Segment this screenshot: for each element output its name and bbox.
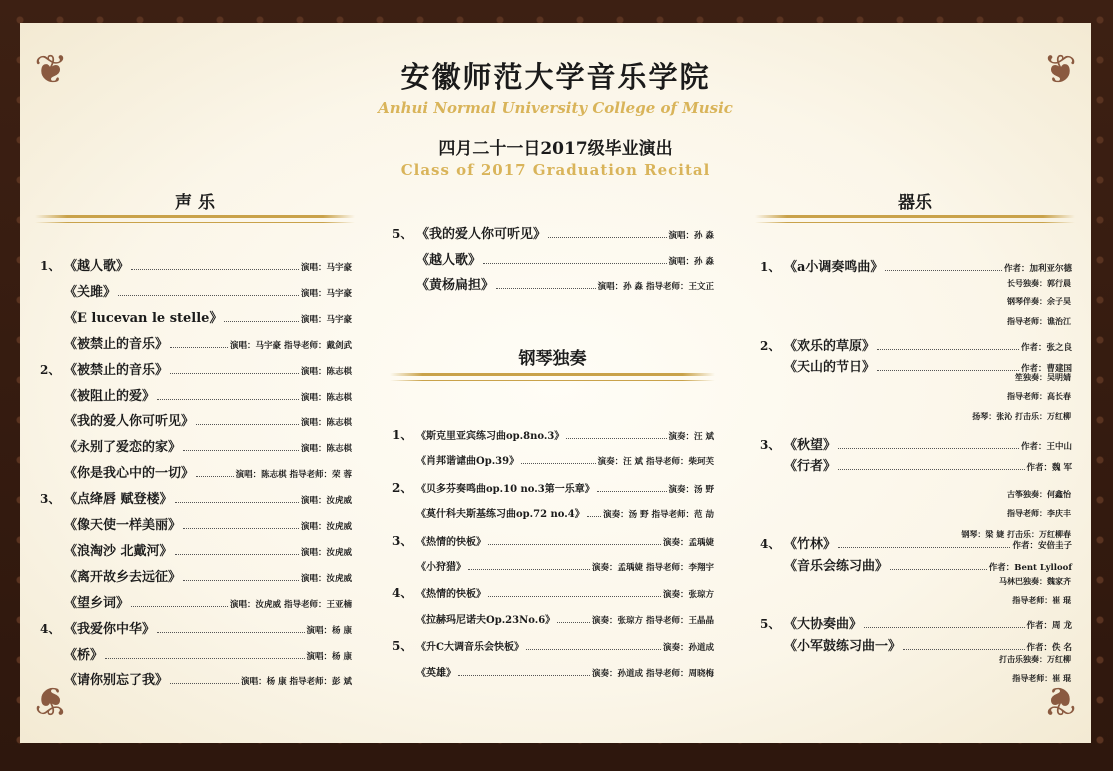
program-row [40,592,352,611]
dot-leader [458,675,590,676]
performer-info: 演奏：孟瑀婕 指导老师：李翔宇 [592,563,714,573]
program-row [392,532,714,549]
item-number: 1、 [392,428,413,442]
credit-line: 笙独奏：吴明婧 [1015,372,1071,382]
dot-leader [196,424,299,425]
piece-title: 《秋望》 [784,438,837,453]
program-row [392,426,714,443]
performer-info: 作者：加利亚尔德 [1003,264,1072,274]
piece-title: 《肖邦谐谑曲Op.39》 [416,456,520,468]
program-row [392,274,714,293]
piece-title: 《斯克里亚宾练习曲op.8no.3》 [416,431,565,442]
dot-leader [557,622,590,623]
dot-leader [157,632,305,633]
piece-title: 《天山的节日》 [784,360,876,375]
dot-leader [838,469,1025,470]
recital-title: 四月二十一日2017级毕业演出 [438,139,673,159]
item-number: 1、 [40,259,61,273]
dot-leader [597,491,667,492]
piece-title: 《被禁止的音乐》 [64,362,169,378]
item-number: 5、 [392,227,413,241]
credit-line: 指导老师：崔 琨 [1012,595,1071,605]
performer-info: 演奏：汪 斌 [668,432,714,442]
program-row [40,359,352,378]
dot-leader [587,516,601,517]
dot-leader [488,596,661,597]
program-row [40,410,352,429]
divider [35,215,355,218]
dot-leader [468,569,590,570]
piece-title: 《拉赫玛尼诺夫Op.23No.6》 [416,614,556,626]
dot-leader [864,627,1025,628]
performer-info: 演唱：孙 淼 [668,256,714,267]
piano-heading: 钢琴独奏 [518,349,587,369]
dot-leader [877,370,1019,371]
piece-title: 《请你别忘了我》 [64,673,169,689]
program-sheet [20,23,1091,743]
piece-title: 《永别了爱恋的家》 [64,440,182,456]
item-number: 1、 [760,260,781,274]
piece-title: 《莫什科夫斯基练习曲op.72 no.4》 [416,509,585,521]
performer-info: 演唱：孙 淼 [668,231,714,241]
dot-leader [548,237,667,238]
dot-leader [483,263,667,264]
program-row [392,505,714,520]
piece-title: 《我爱你中华》 [64,621,156,637]
dot-leader [566,438,666,439]
dot-leader [131,606,228,607]
performer-info: 演奏：汤 野 指导老师：范 劼 [603,510,714,521]
performer-info: 演唱：杨 康 [306,651,352,662]
program-row [760,635,1072,654]
piece-title: 《行者》 [784,459,837,474]
dot-leader [838,448,1019,449]
performer-info: 演唱：陈志棋 [300,444,352,455]
divider [755,215,1075,218]
program-row [392,249,714,268]
program-row [40,385,352,404]
dot-leader [183,528,299,529]
program-row [40,333,352,352]
program-row [40,462,352,481]
credit-line: 古筝独奏：何鑫怡 [1007,489,1071,499]
performer-info: 作者：魏 军 [1026,463,1072,473]
performer-info: 作者：Bent Lylloof [988,563,1072,573]
performer-info: 演奏：汤 野 [668,484,714,495]
program-row [392,223,714,242]
credit-line: 指导老师：高长春 [1007,391,1071,401]
performer-info: 作者：张之良 [1020,343,1072,353]
piece-title: 《桥》 [64,647,104,663]
program-row [40,540,352,559]
dot-leader [903,649,1025,650]
page-title: 安徽师范大学音乐学院 [400,60,711,94]
piece-title: 《越人歌》 [416,252,482,268]
piece-title: 《热情的快板》 [416,589,486,601]
program-row [760,613,1072,632]
credit-line: 指导老师：崔 琨 [1012,673,1071,683]
credit-line: 马林巴独奏：魏家齐 [999,576,1071,586]
piece-title: 《越人歌》 [64,259,130,274]
item-number: 5、 [392,639,413,654]
vocal-heading: 声 乐 [175,193,215,213]
program-row [40,644,352,663]
program-row [392,637,714,654]
dot-leader [118,295,299,296]
performer-info: 演唱：孙 淼 指导老师：王文正 [597,282,714,292]
program-row [392,664,714,679]
performer-info: 演唱：马宇豪 [300,288,352,299]
performer-info: 演唱：马宇豪 [300,263,352,273]
program-row [40,488,352,507]
dot-leader [496,288,596,289]
program-row [40,255,352,274]
dot-leader [183,450,299,451]
item-number: 2、 [760,339,781,353]
piece-title: 《小军鼓练习曲一》 [784,639,902,654]
item-number: 2、 [40,362,61,377]
credit-line: 长号独奏：郭行晨 [1007,278,1071,288]
dot-leader [170,347,228,348]
performer-info: 演唱：汝虎威 [300,496,352,507]
recital-title-english: Class of 2017 Graduation Recital [400,161,711,179]
performer-info: 作者：佚 名 [1026,643,1072,653]
dot-leader [105,658,305,659]
divider [35,222,355,223]
performer-info: 演唱：汝虎威 指导老师：王亚楠 [230,599,352,610]
performer-info: 演奏：汪 斌 指导老师：柴珂芙 [597,457,714,468]
item-number: 3、 [40,492,61,507]
piece-title: 《音乐会练习曲》 [784,559,889,574]
performer-info: 演奏：孙道成 指导老师：周晓梅 [592,668,714,679]
corner-ornament-icon: ❦ [34,677,68,723]
program-row [40,669,352,688]
page-title-english: Anhui Normal University College of Music [378,99,733,117]
piece-title: 《关雎》 [64,284,117,300]
performer-info: 演唱：陈志棋 [300,392,352,403]
piece-title: 《点绛唇 赋登楼》 [64,492,173,508]
divider [390,373,715,376]
dot-leader [170,373,299,374]
performer-info: 演唱：陈志棋 [300,366,352,377]
program-row [760,434,1072,453]
dot-leader [877,349,1019,350]
dot-leader [183,580,299,581]
performer-info: 作者：王中山 [1020,442,1072,452]
performer-info: 演奏：张琼方 指导老师：王晶晶 [592,615,714,626]
credit-line: 打击乐独奏：万红柳 [999,654,1071,664]
credit-line: 指导老师：谯治江 [1007,316,1071,326]
program-row [392,452,714,467]
item-number: 5、 [760,617,781,631]
instrumental-heading: 器乐 [898,193,932,213]
program-row [40,566,352,585]
performer-info: 演唱：陈志棋 指导老师：荣 蓉 [235,470,352,481]
piece-title: 《英雄》 [416,667,456,679]
dot-leader [175,554,299,555]
piece-title: 《a小调奏鸣曲》 [784,260,884,275]
performer-info: 演唱：汝虎威 [300,547,352,558]
piece-title: 《大协奏曲》 [784,617,863,632]
program-row [40,281,352,300]
dot-leader [175,502,299,503]
piece-title: 《热情的快板》 [416,536,486,548]
performer-info: 演唱：汝虎威 [300,522,352,532]
item-number: 4、 [40,621,61,636]
item-number: 2、 [392,480,413,495]
piece-title: 《我的爱人你可听见》 [64,414,195,430]
piece-title: 《贝多芬奏鸣曲op.10 no.3第一乐章》 [416,483,595,495]
program-row [760,256,1072,275]
dot-leader [488,544,661,545]
performer-info: 演奏：孟瑀婕 [662,537,714,548]
piece-title: 《被阻止的爱》 [64,388,156,404]
credit-line: 指导老师：李庆丰 [1007,508,1071,518]
performer-info: 作者：周 龙 [1026,621,1072,631]
dot-leader [157,399,299,400]
piece-title: 《欢乐的草原》 [784,339,876,354]
dot-leader [838,547,1010,548]
performer-info: 作者：安倍圭子 [1012,541,1072,551]
item-number: 3、 [760,438,781,452]
program-row [392,479,714,496]
program-row [760,555,1072,574]
dot-leader [131,269,299,270]
piece-title: 《浪淘沙 北戴河》 [64,543,173,559]
dot-leader [224,321,299,322]
performer-info: 演奏：张琼方 [662,590,714,601]
performer-info: 演唱：杨 康 [306,625,352,636]
program-row [40,618,352,637]
piece-title: 《被禁止的音乐》 [64,336,169,352]
divider [390,380,715,381]
divider [755,222,1075,223]
performer-info: 演唱：杨 康 指导老师：彭 斌 [241,677,352,688]
item-number: 4、 [392,586,413,601]
program-row [760,335,1072,354]
dot-leader [885,270,1002,271]
piece-title: 《离开故乡去远征》 [64,569,182,585]
performer-info: 演唱：马宇豪 [300,314,352,325]
piece-title: 《E lucevan le stelle》 [64,310,223,326]
piece-title: 《我的爱人你可听见》 [416,227,547,242]
dot-leader [890,569,987,570]
piece-title: 《望乡词》 [64,595,130,611]
corner-ornament-icon: ❦ [1043,47,1077,93]
dot-leader [521,463,595,464]
performer-info: 作者：曹建国 [1020,364,1072,374]
corner-ornament-icon: ❦ [34,47,68,93]
dot-leader [526,649,661,650]
item-number: 3、 [392,533,413,548]
piece-title: 《升C大调音乐会快板》 [416,642,524,654]
credit-line: 扬琴：张沁 打击乐：万红柳 [972,411,1071,421]
credit-line: 钢琴伴奏：余子昊 [1007,296,1071,306]
piece-title: 《小狩猎》 [416,562,466,573]
performer-info: 演唱：陈志棋 [300,418,352,429]
performer-info: 演奏：孙道成 [662,643,714,654]
program-row [392,558,714,573]
program-row [40,307,352,326]
program-row [760,455,1072,474]
program-row [392,611,714,626]
credit-line: 钢琴：梁 婕 打击乐：万红柳春 [961,529,1071,539]
program-row [40,436,352,455]
piece-title: 《像天使一样美丽》 [64,518,182,533]
piece-title: 《你是我心中的一切》 [64,466,195,482]
dot-leader [196,476,234,477]
dot-leader [170,683,239,684]
piece-title: 《黄杨扁担》 [416,278,495,293]
corner-ornament-icon: ❦ [1043,677,1077,723]
performer-info: 演唱：马宇豪 指导老师：戴剑武 [230,340,352,351]
program-row [40,514,352,533]
piece-title: 《竹林》 [784,537,837,552]
item-number: 4、 [760,537,781,551]
program-row [392,584,714,601]
performer-info: 演唱：汝虎威 [300,573,352,584]
